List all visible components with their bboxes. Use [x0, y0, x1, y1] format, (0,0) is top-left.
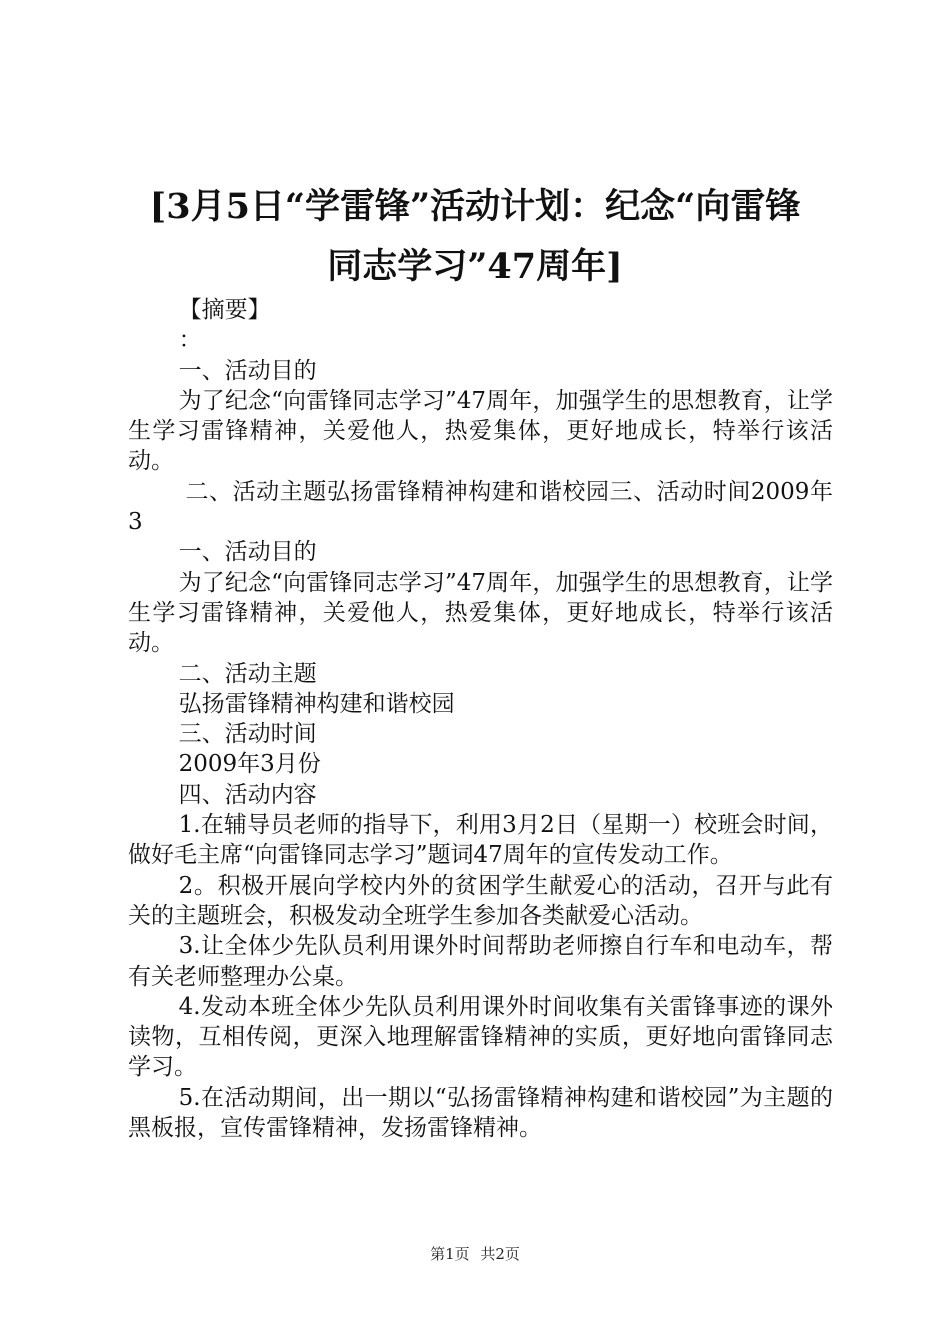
paragraph: 为了纪念“向雷锋同志学习”47周年，加强学生的思想教育，让学生学习雷锋精神，关爱他人，热爱集体，更好地成长，特举行该活动。 — [128, 569, 833, 657]
section-heading: 三、活动时间 — [178, 721, 317, 748]
page-number: 第1页 — [430, 1245, 470, 1263]
list-item: 5.在活动期间，出一期以“弘扬雷锋精神构建和谐校园”为主题的黑板报，宣传雷锋精神，发扬雷锋精神。 — [128, 1084, 833, 1142]
section-heading: 一、活动目的 — [178, 357, 317, 384]
document-title-line-2: 同志学习”47周年] — [327, 246, 623, 287]
list-item: 4.发动本班全体少先队员利用课外时间收集有关雷锋事迹的课外读物，互相传阅，更深入地理解雷锋精神的实质，更好地向雷锋同志学习。 — [128, 993, 833, 1081]
section-heading: 二、活动主题 — [178, 660, 317, 687]
list-item: 2。积极开展向学校内外的贫困学生献爱心的活动，召开与此有关的主题班会，积极发动全班学生参加各类献爱心活动。 — [128, 872, 833, 929]
section-heading: 四、活动内容 — [178, 781, 317, 808]
list-item: 1.在辅导员老师的指导下，利用3月2日（星期一）校班会时间，做好毛主席“向雷锋同志学习”题词47周年的宣传发动工作。 — [128, 812, 833, 869]
paragraph: 弘扬雷锋精神构建和谐校园 — [178, 690, 455, 717]
document-title-line-1: [3月5日“学雷锋”活动计划：纪念“向雷锋 — [149, 186, 801, 227]
abstract-label: 【摘要】 — [178, 297, 271, 323]
abstract-colon: ： — [178, 327, 202, 354]
paragraph: 二、活动主题弘扬雷锋精神构建和谐校园三、活动时间2009年3 — [128, 478, 833, 536]
section-heading: 一、活动目的 — [178, 539, 317, 566]
page-footer — [0, 1243, 950, 1264]
paragraph: 2009年3月份 — [178, 751, 321, 778]
document-body — [128, 295, 833, 1143]
list-item: 3.让全体少先队员利用课外时间帮助老师擦自行车和电动车，帮有关老师整理办公桌。 — [128, 933, 833, 990]
paragraph: 为了纪念“向雷锋同志学习”47周年，加强学生的思想教育，让学生学习雷锋精神，关爱他人，热爱集体，更好地成长，特举行该活动。 — [128, 387, 833, 475]
page-total: 共2页 — [480, 1245, 520, 1263]
